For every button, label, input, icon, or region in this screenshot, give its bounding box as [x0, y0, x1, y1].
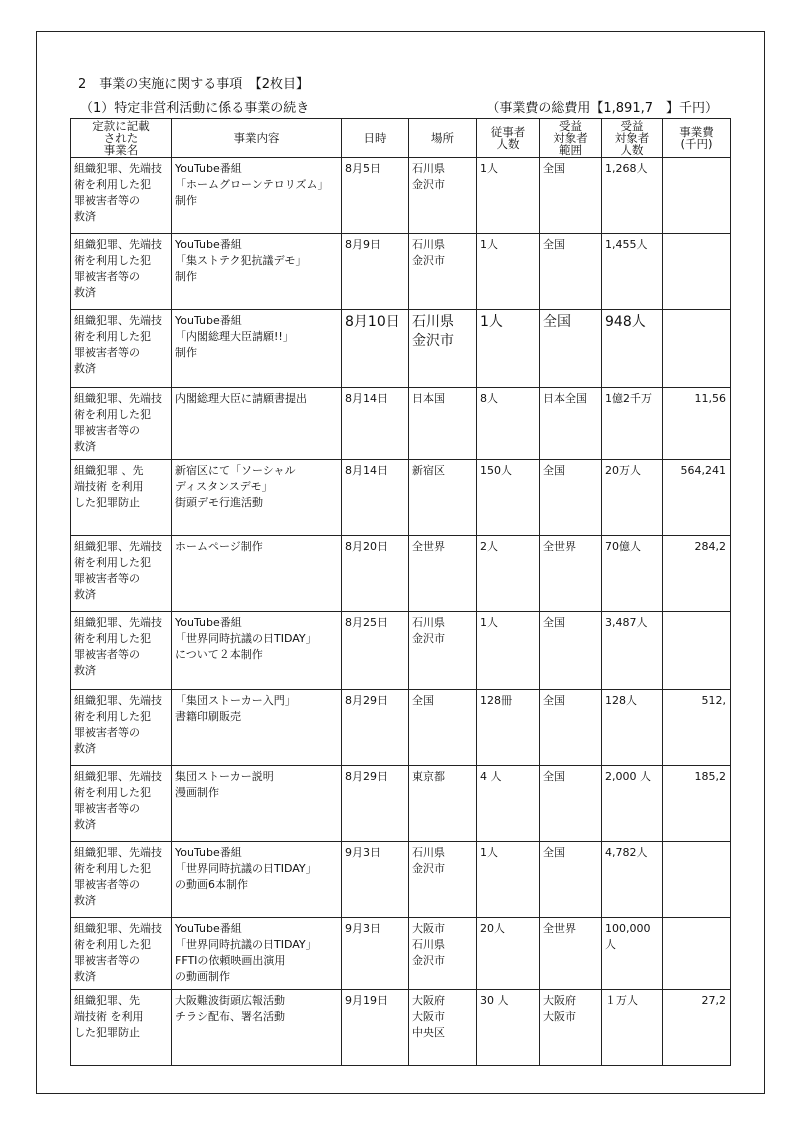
cell-content: YouTube番組 「世界同時抗議の日TIDAY」 について２本制作: [172, 612, 342, 690]
cell-scope: 全国: [540, 158, 602, 234]
cell-place: 大阪府 大阪市 中央区: [409, 990, 477, 1066]
activity-table: [70, 118, 731, 1066]
cell-staff: 1人: [477, 310, 540, 388]
cell-content: YouTube番組 「集ストテク犯抗議デモ」 制作: [172, 234, 342, 310]
cell-name: 組織犯罪、先端技 術を利用した犯 罪被害者等の 救済: [71, 234, 172, 310]
cell-cost: [663, 918, 731, 990]
cell-count: 948人: [602, 310, 663, 388]
cell-content: YouTube番組 「世界同時抗議の日TIDAY」 の動画6本制作: [172, 842, 342, 918]
cell-name: 組織犯罪、先端技 術を利用した犯 罪被害者等の 救済: [71, 310, 172, 388]
cell-count: 4,782人: [602, 842, 663, 918]
cell-scope: 全国: [540, 234, 602, 310]
cell-cost: 27,2: [663, 990, 731, 1066]
table-row: [71, 460, 731, 536]
cell-count: 1,268人: [602, 158, 663, 234]
cell-name: 組織犯罪、先端技 術を利用した犯 罪被害者等の 救済: [71, 690, 172, 766]
header-row: [71, 119, 731, 158]
cell-place: 全国: [409, 690, 477, 766]
section-heading: 2 事業の実施に関する事項 【2枚目】: [78, 77, 310, 92]
table-row: [71, 612, 731, 690]
cell-name: 組織犯罪、先端技 術を利用した犯 罪被害者等の 救済: [71, 766, 172, 842]
cell-cost: [663, 310, 731, 388]
cell-date: 9月3日: [342, 842, 409, 918]
cell-cost: [663, 842, 731, 918]
cell-place: 石川県 金沢市: [409, 842, 477, 918]
cell-place: 石川県 金沢市: [409, 612, 477, 690]
cell-content: 集団ストーカー説明 漫画制作: [172, 766, 342, 842]
cell-count: 2,000 人: [602, 766, 663, 842]
cell-staff: 1人: [477, 158, 540, 234]
cell-cost: [663, 612, 731, 690]
table-row: [71, 310, 731, 388]
cell-name: 組織犯罪、先端技 術を利用した犯 罪被害者等の 救済: [71, 612, 172, 690]
header-name: 定款に記載 された 事業名: [71, 119, 172, 158]
cell-scope: 全世界: [540, 536, 602, 612]
table-row: [71, 690, 731, 766]
cell-date: 8月14日: [342, 460, 409, 536]
header-count: 受益 対象者 人数: [602, 119, 663, 158]
cell-content: YouTube番組 「世界同時抗議の日TIDAY」 FFTIの依頼映画出演用 の動画制作: [172, 918, 342, 990]
cell-scope: 全国: [540, 766, 602, 842]
cell-place: 石川県 金沢市: [409, 158, 477, 234]
table-row: [71, 388, 731, 460]
cell-staff: 1人: [477, 842, 540, 918]
total-cost-note: （事業費の総費用【1,891,7 】千円）: [486, 101, 718, 116]
header-place: 場所: [409, 119, 477, 158]
cell-date: 8月5日: [342, 158, 409, 234]
cell-scope: 全国: [540, 310, 602, 388]
cell-count: 20万人: [602, 460, 663, 536]
cell-place: 大阪市 石川県 金沢市: [409, 918, 477, 990]
cell-cost: 185,2: [663, 766, 731, 842]
cell-staff: 128冊: [477, 690, 540, 766]
cell-content: 大阪難波街頭広報活動 チラシ配布、署名活動: [172, 990, 342, 1066]
cell-content: YouTube番組 「内閣総理大臣請願!!」 制作: [172, 310, 342, 388]
cell-scope: 全世界: [540, 918, 602, 990]
table-row: [71, 842, 731, 918]
cell-scope: 大阪府 大阪市: [540, 990, 602, 1066]
cell-scope: 全国: [540, 612, 602, 690]
cell-cost: 564,241: [663, 460, 731, 536]
cell-date: 8月9日: [342, 234, 409, 310]
cell-place: 東京都: [409, 766, 477, 842]
cell-date: 9月19日: [342, 990, 409, 1066]
cell-scope: 日本全国: [540, 388, 602, 460]
cell-content: 内閣総理大臣に請願書提出: [172, 388, 342, 460]
cell-cost: [663, 234, 731, 310]
cell-place: 日本国: [409, 388, 477, 460]
cell-name: 組織犯罪、先端技 術を利用した犯 罪被害者等の 救済: [71, 842, 172, 918]
cell-name: 組織犯罪、先端技 術を利用した犯 罪被害者等の 救済: [71, 388, 172, 460]
cell-cost: 284,2: [663, 536, 731, 612]
cell-staff: 150人: [477, 460, 540, 536]
cell-cost: 11,56: [663, 388, 731, 460]
cell-place: 新宿区: [409, 460, 477, 536]
cell-place: 全世界: [409, 536, 477, 612]
table-row: [71, 766, 731, 842]
cell-place: 石川県 金沢市: [409, 234, 477, 310]
cell-name: 組織犯罪、先端技 術を利用した犯 罪被害者等の 救済: [71, 918, 172, 990]
cell-staff: 2人: [477, 536, 540, 612]
header-cost: 事業費 (千円): [663, 119, 731, 158]
cell-count: 100,000人: [602, 918, 663, 990]
section-subheading: （1）特定非営利活動に係る事業の続き: [80, 101, 310, 116]
cell-cost: 512,: [663, 690, 731, 766]
cell-count: １万人: [602, 990, 663, 1066]
header-staff: 従事者 人数: [477, 119, 540, 158]
cell-scope: 全国: [540, 460, 602, 536]
cell-count: 3,487人: [602, 612, 663, 690]
cell-date: 8月29日: [342, 766, 409, 842]
cell-date: 8月10日: [342, 310, 409, 388]
cell-staff: 30 人: [477, 990, 540, 1066]
cell-name: 組織犯罪 、先 端技術 を利用 した犯罪防止: [71, 460, 172, 536]
cell-name: 組織犯罪、先端技 術を利用した犯 罪被害者等の 救済: [71, 158, 172, 234]
cell-date: 9月3日: [342, 918, 409, 990]
cell-date: 8月20日: [342, 536, 409, 612]
cell-content: 新宿区にて「ソーシャル ディスタンスデモ」 街頭デモ行進活動: [172, 460, 342, 536]
cell-staff: 20人: [477, 918, 540, 990]
cell-staff: 8人: [477, 388, 540, 460]
table-row: [71, 990, 731, 1066]
cell-content: YouTube番組 「ホームグローンテロリズム」 制作: [172, 158, 342, 234]
cell-count: 128人: [602, 690, 663, 766]
cell-staff: 1人: [477, 612, 540, 690]
table-row: [71, 536, 731, 612]
cell-place: 石川県 金沢市: [409, 310, 477, 388]
cell-date: 8月29日: [342, 690, 409, 766]
table-row: [71, 918, 731, 990]
cell-content: 「集団ストーカー入門」 書籍印刷販売: [172, 690, 342, 766]
cell-name: 組織犯罪、先 端技術 を利用 した犯罪防止: [71, 990, 172, 1066]
header-scope: 受益 対象者 範囲: [540, 119, 602, 158]
table-row: [71, 234, 731, 310]
cell-date: 8月14日: [342, 388, 409, 460]
table-row: [71, 158, 731, 234]
cell-scope: 全国: [540, 842, 602, 918]
cell-count: 70億人: [602, 536, 663, 612]
cell-staff: 1人: [477, 234, 540, 310]
cell-date: 8月25日: [342, 612, 409, 690]
cell-count: 1億2千万: [602, 388, 663, 460]
cell-cost: [663, 158, 731, 234]
cell-staff: 4 人: [477, 766, 540, 842]
cell-scope: 全国: [540, 690, 602, 766]
cell-count: 1,455人: [602, 234, 663, 310]
cell-content: ホームページ制作: [172, 536, 342, 612]
cell-name: 組織犯罪、先端技 術を利用した犯 罪被害者等の 救済: [71, 536, 172, 612]
header-content: 事業内容: [172, 119, 342, 158]
header-date: 日時: [342, 119, 409, 158]
